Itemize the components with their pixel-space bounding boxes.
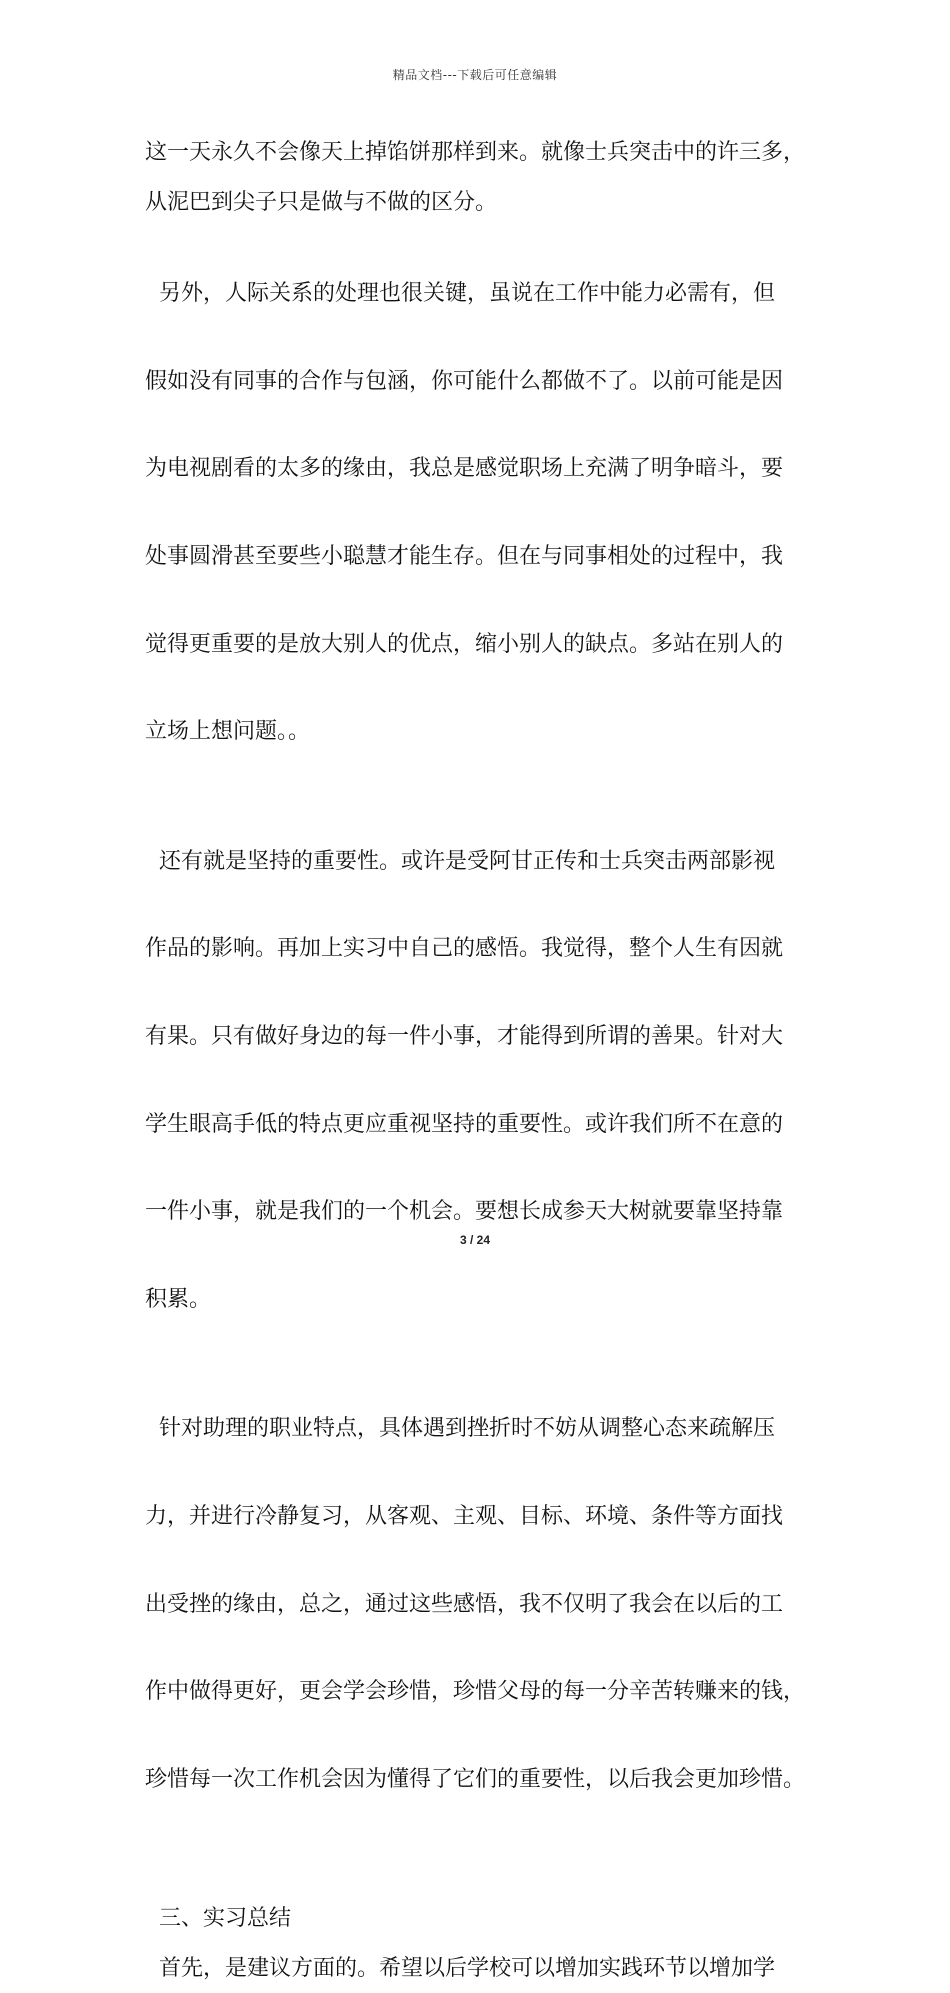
text-line: 为电视剧看的太多的缘由，我总是感觉职场上充满了明争暗斗，要	[145, 456, 784, 482]
text-line: 作品的影响。再加上实习中自己的感悟。我觉得，整个人生有因就	[145, 936, 784, 962]
text-line: 珍惜每一次工作机会因为懂得了它们的重要性，以后我会更加珍惜。	[145, 1766, 806, 1792]
text-line: 从泥巴到尖子只是做与不做的区分。	[145, 189, 498, 215]
section-summary	[145, 1894, 810, 1993]
text-line: 作中做得更好，更会学会珍惜，珍惜父母的每一分辛苦转赚来的钱，	[145, 1679, 806, 1705]
text-line: 假如没有同事的合作与包涵，你可能什么都做不了。以前可能是因	[145, 368, 784, 394]
text-line: 首先，是建议方面的。希望以后学校可以增加实践环节以增加学	[145, 1955, 775, 1981]
text-line: 积累。	[145, 1286, 212, 1312]
paragraph-3	[145, 799, 810, 1363]
section-heading: 三、实习总结	[145, 1906, 291, 1932]
page-number: 3 / 24	[459, 1233, 491, 1247]
paragraph-2	[145, 231, 810, 795]
text-line: 一件小事，就是我们的一个机会。要想长成参天大树就要靠坚持靠	[145, 1199, 784, 1225]
paragraph-4	[145, 1366, 810, 1842]
text-line: 还有就是坚持的重要性。或许是受阿甘正传和士兵突击两部影视	[145, 848, 775, 874]
text-line: 力，并进行冷静复习，从客观、主观、目标、环境、条件等方面找	[145, 1503, 784, 1529]
document-body	[145, 128, 810, 1993]
text-line: 有果。只有做好身边的每一件小事，才能得到所谓的善果。针对大	[145, 1023, 784, 1049]
page-header: 精品文档---下载后可任意编辑	[392, 68, 558, 82]
text-line: 处事圆滑甚至要些小聪慧才能生存。但在与同事相处的过程中，我	[145, 543, 784, 569]
paragraph-1	[145, 128, 810, 227]
text-line: 针对助理的职业特点，具体遇到挫折时不妨从调整心态来疏解压	[145, 1416, 775, 1442]
text-line: 另外，人际关系的处理也很关键，虽说在工作中能力必需有，但	[145, 281, 775, 307]
text-line: 学生眼高手低的特点更应重视坚持的重要性。或许我们所不在意的	[145, 1111, 784, 1137]
text-line: 这一天永久不会像天上掉馅饼那样到来。就像士兵突击中的许三多，	[145, 140, 806, 165]
text-line: 觉得更重要的是放大别人的优点，缩小别人的缺点。多站在别人的	[145, 631, 784, 657]
text-line: 立场上想问题。。	[145, 719, 311, 745]
text-line: 出受挫的缘由，总之，通过这些感悟，我不仅明了我会在以后的工	[145, 1591, 784, 1617]
